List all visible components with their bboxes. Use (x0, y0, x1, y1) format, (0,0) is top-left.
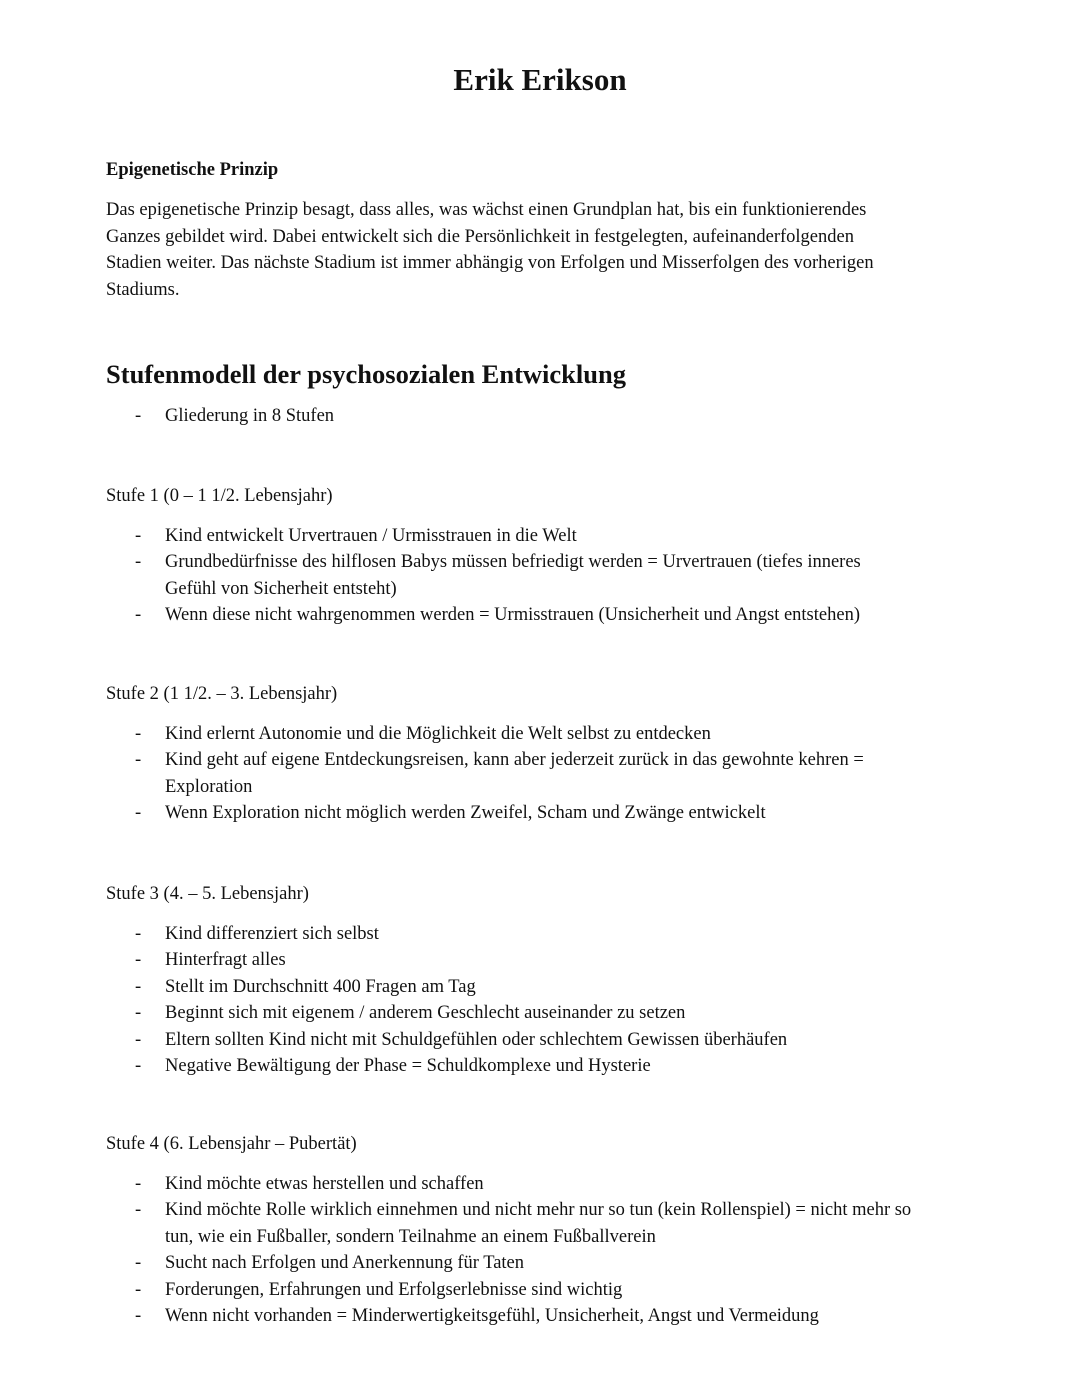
bullet-marker: - (135, 1056, 142, 1076)
list-item: Negative Bewältigung der Phase = Schuldkomplexe und Hysterie (165, 1056, 651, 1076)
list-item: Kind geht auf eigene Entdeckungsreisen, kann aber jederzeit zurück in das gewohnte kehren = (165, 750, 864, 770)
bullet-marker: - (135, 1279, 142, 1300)
paragraph-line: Stadien weiter. Das nächste Stadium ist immer abhängig von Erfolgen und Misserfolgen des vorherigen (106, 253, 874, 273)
list-item: Wenn Exploration nicht möglich werden Zweifel, Scham und Zwänge entwickelt (165, 803, 766, 823)
bullet-marker: - (135, 406, 142, 426)
bullet-marker: - (135, 723, 142, 744)
stage-heading: Stufe 2 (1 1/2. – 3. Lebensjahr) (106, 684, 338, 704)
bullet-marker: - (135, 750, 142, 770)
list-item: Kind differenziert sich selbst (165, 923, 379, 944)
stage-heading: Stufe 3 (4. – 5. Lebensjahr) (106, 884, 309, 904)
list-item: Gefühl von Sicherheit entsteht) (165, 578, 397, 599)
list-item: Eltern sollten Kind nicht mit Schuldgefühlen oder schlechtem Gewissen überhäufen (165, 1029, 788, 1050)
section-heading: Stufenmodell der psychosozialen Entwicklung (106, 359, 627, 389)
paragraph-line: Ganzes gebildet wird. Dabei entwickelt sich die Persönlichkeit in festgelegten, aufeinanderfolgenden (106, 226, 854, 247)
list-item: Sucht nach Erfolgen und Anerkennung für Taten (165, 1253, 525, 1273)
list-item: Kind erlernt Autonomie und die Möglichkeit die Welt selbst zu entdecken (165, 723, 711, 744)
bullet-marker: - (135, 803, 142, 823)
stage-heading: Stufe 4 (6. Lebensjahr – Pubertät) (106, 1134, 357, 1154)
paragraph-line: Das epigenetische Prinzip besagt, dass alles, was wächst einen Grundplan hat, bis ein funktionierendes (106, 200, 867, 220)
list-item: Beginnt sich mit eigenem / anderem Geschlecht auseinander zu setzen (165, 1003, 686, 1023)
paragraph-line: Stadiums. (106, 279, 180, 300)
list-item: tun, wie ein Fußballer, sondern Teilnahme an einem Fußballverein (165, 1226, 656, 1247)
list-item: Hinterfragt alles (165, 950, 286, 970)
bullet-marker: - (135, 1029, 142, 1050)
bullet-marker: - (135, 525, 142, 546)
bullet-marker: - (135, 552, 142, 572)
bullet-marker: - (135, 950, 142, 970)
bullet-marker: - (135, 1200, 142, 1220)
list-item: Wenn diese nicht wahrgenommen werden = Urmisstrauen (Unsicherheit und Angst entstehen) (165, 605, 860, 625)
bullet-marker: - (135, 605, 142, 625)
list-item: Kind möchte etwas herstellen und schaffen (165, 1173, 484, 1194)
list-item: Stellt im Durchschnitt 400 Fragen am Tag (165, 976, 476, 997)
bullet-marker: - (135, 923, 142, 944)
bullet-marker: - (135, 1003, 142, 1023)
list-item: Wenn nicht vorhanden = Minderwertigkeitsgefühl, Unsicherheit, Angst und Vermeidung (165, 1306, 819, 1326)
bullet-marker: - (135, 1173, 142, 1194)
bullet-marker: - (135, 1253, 142, 1273)
list-item: Gliederung in 8 Stufen (165, 406, 335, 426)
bullet-marker: - (135, 1306, 142, 1326)
list-item: Kind möchte Rolle wirklich einnehmen und nicht mehr nur so tun (kein Rollenspiel) = nicht mehr so (165, 1200, 912, 1220)
list-item: Forderungen, Erfahrungen und Erfolgserlebnisse sind wichtig (165, 1279, 623, 1300)
bullet-marker: - (135, 976, 142, 997)
list-item: Exploration (165, 776, 253, 797)
stage-heading: Stufe 1 (0 – 1 1/2. Lebensjahr) (106, 486, 333, 506)
document-title: Erik Erikson (453, 62, 627, 97)
section-heading: Epigenetische Prinzip (106, 160, 279, 180)
list-item: Kind entwickelt Urvertrauen / Urmisstrauen in die Welt (165, 525, 577, 546)
list-item: Grundbedürfnisse des hilflosen Babys müssen befriedigt werden = Urvertrauen (tiefes inneres (165, 552, 861, 572)
